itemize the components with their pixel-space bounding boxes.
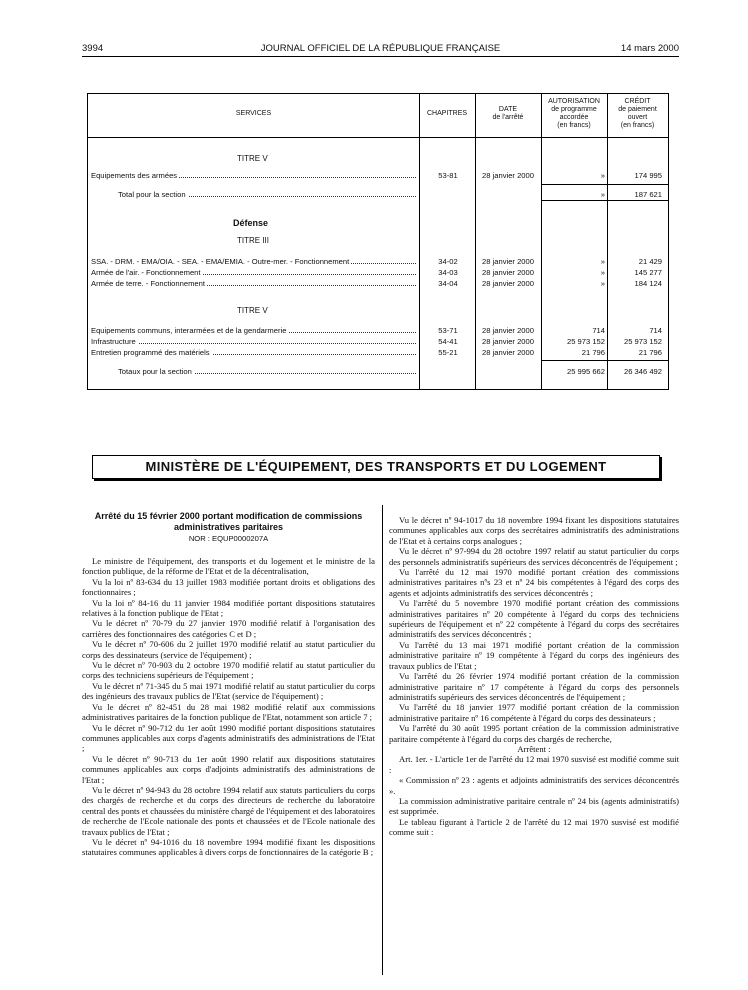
total-rule <box>541 184 668 185</box>
header-services: SERVICES <box>235 110 272 117</box>
journal-title: JOURNAL OFFICIEL DE LA RÉPUBLIQUE FRANÇAISE <box>260 43 501 54</box>
paragraph: Vu la loi nº 83-634 du 13 juillet 1983 modifiée portant droits et obligations des fonctionnaires ; <box>82 576 375 598</box>
ministry-title: MINISTÈRE DE L'ÉQUIPEMENT, DES TRANSPORTS ET DU LOGEMENT <box>145 459 607 474</box>
table-row: Equipements communs, interarmées et de la gendarmerie 53-71 28 janvier 2000 714 714 <box>91 326 662 335</box>
paragraph: Vu le décret nº 94-1016 du 18 novembre 1994 modifié fixant les dispositions statutaires communes applicables à divers corps de fonctionnaires de la catégorie B ; <box>82 836 375 858</box>
paragraph: Vu la loi nº 84-16 du 11 janvier 1984 modifiée portant dispositions statutaires relatives à la fonction publique de l'Etat ; <box>82 597 375 619</box>
header-chapitres: CHAPITRES <box>426 110 468 117</box>
paragraph: Art. 1er. - L'article 1er de l'arrêté du 12 mai 1970 susvisé est modifié comme suit : <box>389 754 679 775</box>
credits-table <box>87 93 669 390</box>
section-titre-iii: TITRE III <box>237 236 269 245</box>
paragraph: Vu le décret nº 82-451 du 28 mai 1982 modifié relatif aux commissions administratives paritaires de la fonction publique de l'Etat, notamment son article 7 ; <box>82 701 375 723</box>
ministry-banner <box>92 455 660 479</box>
arretent-heading: Arrêtent : <box>517 743 551 754</box>
paragraph: Vu le décret nº 70-606 du 2 juillet 1970 modifié relatif au statut particulier du corps des dessinateurs (service de l'équipement) ; <box>82 639 375 660</box>
paragraph: Vu le décret nº 90-712 du 1er août 1990 modifié portant dispositions statutaires communes applicables aux corps d'agents administratifs des administrations de l'Etat ; <box>82 722 375 754</box>
table-row: Equipements des armées 53-81 28 janvier 2000 » 174 995 <box>91 171 662 180</box>
nor-reference: NOR : EQUP0000207A <box>188 534 269 543</box>
paragraph: Le ministre de l'équipement, des transports et du logement et le ministre de la fonction publique, de la réforme de l'Etat et de la décentralisation, <box>82 556 375 577</box>
paragraph: Vu l'arrêté du 12 mai 1970 modifié portant création des commissions administratives paritaires nºs 23 et nº 24 bis compétentes à l'égard des corps des agents et adjoints administratifs des services déconcentrés ; <box>389 567 679 598</box>
header-divider <box>88 137 668 138</box>
paragraph: « Commission nº 23 : agents et adjoints administratifs des services déconcentrés ». <box>389 775 679 796</box>
left-column <box>82 511 375 858</box>
table-row-total: Total pour la section » 187 621 <box>118 190 662 199</box>
section-titre-v: TITRE V <box>237 154 268 163</box>
paragraph: Vu le décret nº 90-713 du 1er août 1990 relatif aux dispositions statutaires communes applicables aux corps d'adjoints administratifs des administrations de l'Etat ; <box>82 753 375 785</box>
total-rule <box>541 200 668 201</box>
page-number: 3994 <box>82 43 104 54</box>
paragraph: Vu le décret nº 94-1017 du 18 novembre 1994 fixant les dispositions statutaires communes applicables aux corps des secrétaires administratifs des administrations de l'Etat et à certains corps analogues ; <box>389 515 679 546</box>
header-autorisation: AUTORISATION de programme accordée (en francs) <box>548 98 600 129</box>
paragraph: Vu le décret nº 71-345 du 5 mai 1971 modifié relatif au statut particulier du corps des ingénieurs des travaux publics de l'Etat (service de l'équipement) ; <box>82 680 375 702</box>
header-date: DATE de l'arrêté <box>492 106 524 121</box>
paragraph: La commission administrative paritaire centrale nº 24 bis (agents administratifs) est supprimée. <box>389 795 679 817</box>
table-row: Infrastructure 54-41 28 janvier 2000 25 973 152 25 973 152 <box>91 337 662 346</box>
paragraph: Vu le décret nº 70-79 du 27 janvier 1970 modifié relatif à l'organisation des carrières des fonctionnaires des catégories C et D ; <box>82 618 375 639</box>
paragraph: Le tableau figurant à l'article 2 de l'arrêté du 12 mai 1970 susvisé est modifié comme suit : <box>389 816 679 838</box>
header-credit: CRÉDIT de paiement ouvert (en francs) <box>618 98 657 129</box>
article-title: Arrêté du 15 février 2000 portant modification de commissions administratives paritaires <box>94 511 363 532</box>
table-row: Armée de terre. - Fonctionnement 34-04 28 janvier 2000 » 184 124 <box>91 279 662 288</box>
paragraph: Vu le décret nº 70-903 du 2 octobre 1970 modifié relatif au statut particulier du corps des techniciens supérieurs de l'équipement ; <box>82 660 375 681</box>
paragraph: Vu l'arrêté du 26 février 1974 modifié portant création de la commission administrative paritaire nº 17 compétente à l'égard du corps des personnels administratifs supérieurs des services déconcentrés de l'équipement ; <box>389 671 679 702</box>
total-rule <box>541 360 668 361</box>
paragraph: Vu l'arrêté du 5 novembre 1970 modifié portant création des commissions administratives paritaires nº 20 compétente à l'égard du corps des techniciens supérieurs de l'équipement et nº 22 compétente à l'égard du corps des secrétaires administratifs des services déconcentrés ; <box>389 598 679 640</box>
column-divider <box>382 505 383 975</box>
table-row: Entretien programmé des matériels 55-21 28 janvier 2000 21 796 21 796 <box>91 348 662 357</box>
section-titre-v: TITRE V <box>237 306 268 315</box>
paragraph: Vu l'arrêté du 13 mai 1971 modifié portant création de la commission administrative paritaire nº 19 compétente à l'égard du corps des ingénieurs des travaux publics de l'Etat ; <box>389 639 679 671</box>
paragraph: Vu l'arrêté du 18 janvier 1977 modifié portant création de la commission administrative paritaire nº 16 compétente à l'égard du corps des dessinateurs ; <box>389 702 679 723</box>
right-column <box>389 515 679 838</box>
paragraph: Vu le décret nº 97-994 du 28 octobre 1997 relatif au statut particulier du corps des personnels administratifs supérieurs des services déconcentrés de l'équipement ; <box>389 546 679 567</box>
section-defense: Défense <box>233 218 269 228</box>
header-rule <box>82 56 679 57</box>
table-row-total: Totaux pour la section 25 995 662 26 346 492 <box>118 367 662 376</box>
paragraph: Vu l'arrêté du 30 août 1995 portant création de la commission administrative paritaire compétente à l'égard du corps des chargés de recherche, <box>389 723 679 744</box>
table-row: Armée de l'air. - Fonctionnement 34-03 28 janvier 2000 » 145 277 <box>91 268 662 277</box>
table-row: SSA. - DRM. - EMA/OIA. - SEA. - EMA/EMIA. - Outre-mer. - Fonctionnement 34-02 28 janvier 2000 » 21 429 <box>91 257 662 266</box>
issue-date: 14 mars 2000 <box>620 43 679 54</box>
paragraph: Vu le décret nº 94-943 du 28 octobre 1994 relatif aux statuts particuliers du corps des chargés de recherche et du corps des directeurs de recherche du laboratoire central des ponts et chaussées du ministère chargé de l'équipement et des laboratoires de recherche de l'Ecole nationale des ponts et chaussées et de l'Ecole nationale des travaux publics de l'Etat ; <box>82 784 375 837</box>
